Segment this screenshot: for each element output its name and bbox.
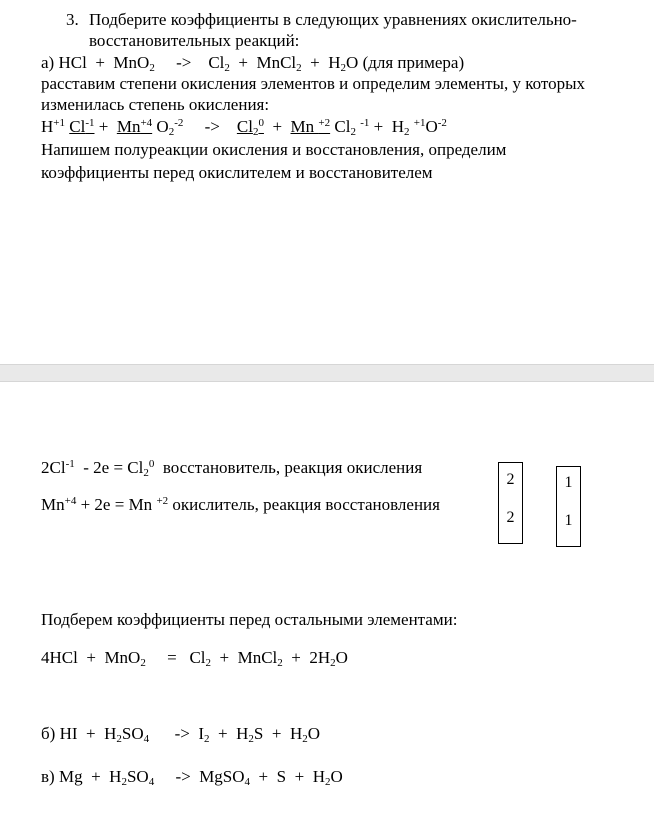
part-c-equation: в) $Mg + H_2SO_4$ -> MgSO$_4$ + $S + H_2O$ — [41, 767, 343, 788]
part-b-equation: б) HI + $H_2SO_4$ -> $I_2 + H_2S + H_2O$ — [41, 724, 321, 745]
oxidation-half-reaction: $2Cl^{-1} - 2e = Cl_2^0$ восстановитель, реакция окисления — [41, 457, 423, 479]
electron-balance-box-2: 1 1 — [556, 466, 581, 547]
part-a-text-line2: изменилась степень окисления: — [41, 95, 270, 114]
task-title-line1: Подберите коэффициенты в следующих уравнениях окислительно- — [89, 10, 577, 29]
balance-text: Подберем коэффициенты перед остальными элементами: — [41, 610, 458, 629]
reduction-half-reaction: $Mn^{+4} + 2e = Mn$ $^{+2}$ окислитель, реакция восстановления — [41, 494, 440, 514]
part-a-text-line3: Напишем полуреакции окисления и восстановления, определим — [41, 140, 507, 159]
oxidation-states-equation: $H^{+1}$ $Cl^{-1} + Mn^{+4}$ $O_2^{-2}$ -> $Cl_2^0 + Mn$ $^{+2}$ $Cl_2$ $^{-1} + H_2$ $^{+1}O^{-2}$ — [41, 116, 447, 138]
balanced-equation: 4HCl + MnO$_2$ = $Cl_2$ + MnCl$_2$ + $2H_2O$ — [41, 648, 348, 669]
task-title-line2: восстановительных реакций: — [89, 31, 300, 50]
task-number: 3. — [66, 10, 79, 29]
part-a-text-line4: коэффициенты перед окислителем и восстановителем — [41, 163, 433, 182]
part-a-text-line1: расставим степени окисления элементов и определим элементы, у которых — [41, 74, 586, 93]
electron-balance-box-1: 2 2 — [498, 462, 523, 544]
part-a-equation: а) HCl + MnO$_2$ -> $Cl_2$ + MnCl$_2$ + $H_2O$ (для примера) — [41, 53, 465, 74]
page-break — [0, 364, 654, 382]
